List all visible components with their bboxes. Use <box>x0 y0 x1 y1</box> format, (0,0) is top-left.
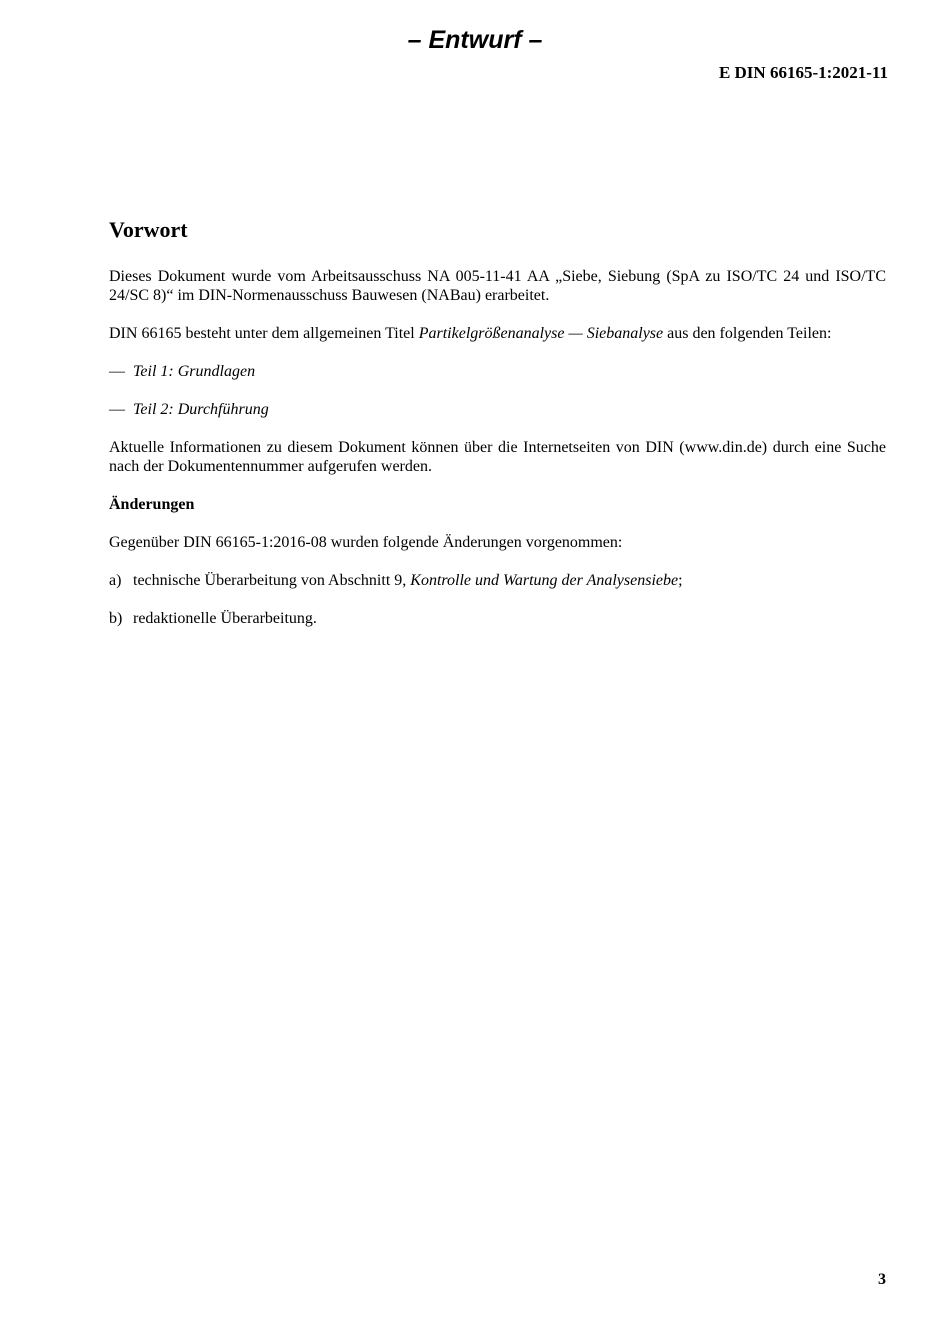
foreword-paragraph-info: Aktuelle Informationen zu diesem Dokument können über die Internetseiten von DIN (www.din.de) durch eine Suche nach der Dokumentennummer aufgerufen werden. <box>109 439 886 475</box>
change-text: redaktionelle Überarbeitung. <box>133 610 317 627</box>
changes-intro: Gegenüber DIN 66165-1:2016-08 wurden folgende Änderungen vorgenommen: <box>109 534 623 551</box>
list-marker: b) <box>109 610 123 627</box>
change-text-suffix: ; <box>678 572 683 589</box>
change-text <box>133 571 683 590</box>
page-number: 3 <box>878 1271 886 1288</box>
section-title: Kontrolle und Wartung der Analysensiebe <box>410 572 679 589</box>
general-title: Partikelgrößenanalyse — Siebanalyse <box>418 325 664 342</box>
change-list-item <box>109 609 886 628</box>
change-list-item <box>109 571 886 590</box>
list-dash: — <box>109 401 125 418</box>
change-text-prefix: technische Überarbeitung von Abschnitt 9, <box>133 572 411 589</box>
part-title: Teil 2: Durchführung <box>133 401 269 418</box>
part-list-item <box>109 362 886 381</box>
part-list-item <box>109 400 886 419</box>
foreword-paragraph-parts <box>109 324 886 343</box>
parts-intro-prefix: DIN 66165 besteht unter dem allgemeinen Titel <box>109 325 419 342</box>
foreword-paragraph-committee: Dieses Dokument wurde vom Arbeitsausschuss NA 005-11-41 AA „Siebe, Siebung (SpA zu ISO/TC 24 und ISO/TC 24/SC 8)“ im DIN-Normenausschuss Bauwesen (NABau) erarbeitet. <box>109 268 886 304</box>
part-title: Teil 1: Grundlagen <box>133 363 256 380</box>
draft-watermark: – Entwurf – <box>407 26 543 54</box>
document-id: E DIN 66165-1:2021-11 <box>718 63 888 82</box>
page-body <box>109 216 886 647</box>
changes-heading: Änderungen <box>109 496 195 513</box>
list-dash: — <box>109 363 125 380</box>
list-marker: a) <box>109 572 122 589</box>
parts-intro-suffix: aus den folgenden Teilen: <box>663 325 832 342</box>
foreword-heading: Vorwort <box>109 217 188 242</box>
